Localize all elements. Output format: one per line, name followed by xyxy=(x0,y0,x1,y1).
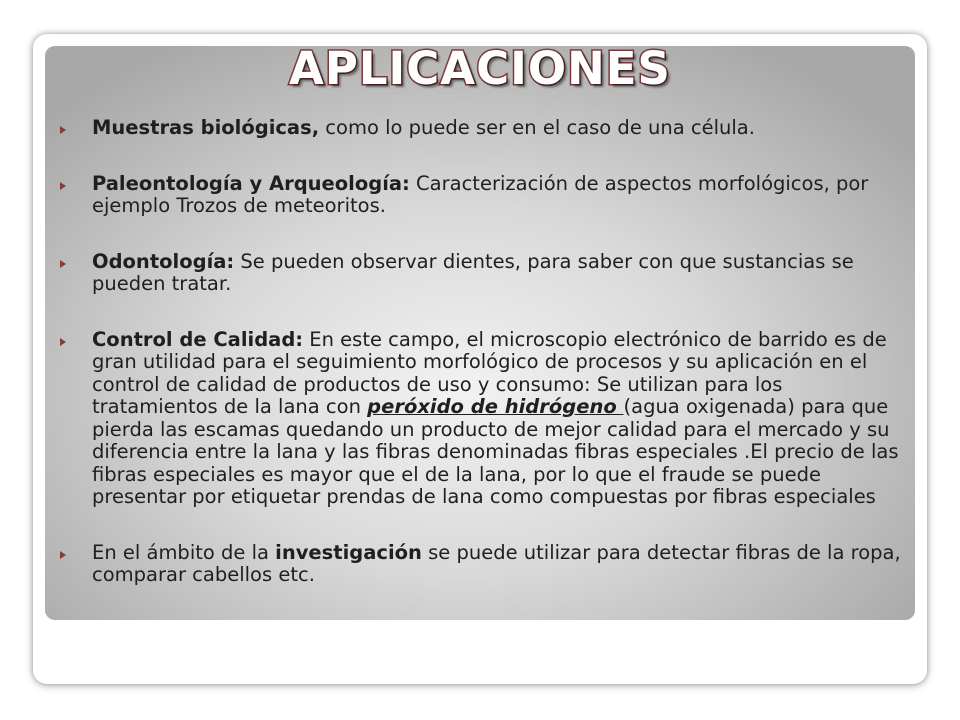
item-text-continued: (agua oxigenada) para que pierda las escamas quedando un producto de mejor calidad para el mercado y su diferencia entre la lana y las fibras denominadas fibras especiales .El precio de las fibras especiales es mayor que el de la lana, por lo que el fraude se puede presentar por etiquetar prendas de lana como compuestas por fibras especiales xyxy=(92,395,899,508)
item-bold-label: Paleontología y Arqueología: xyxy=(92,171,410,195)
item-bold-label: Muestras biológicas, xyxy=(92,116,320,139)
bullet-arrow-icon xyxy=(60,260,66,268)
list-item xyxy=(60,542,905,587)
bullet-arrow-icon xyxy=(60,126,66,134)
item-text: Se pueden observar dientes, para saber con que sustancias se pueden tratar. xyxy=(92,249,854,295)
slide-title: APLICACIONES xyxy=(289,42,671,95)
bullet-arrow-icon xyxy=(60,338,66,346)
item-emphasis: peróxido de hidrógeno xyxy=(367,395,624,418)
item-text: Caracterización de aspectos morfológicos, por ejemplo Trozos de meteoritos. xyxy=(92,171,869,217)
item-bold-label: Odontología: xyxy=(92,249,235,273)
item-text: se puede utilizar para detectar fibras de la ropa, comparar cabellos etc. xyxy=(92,540,901,586)
bullet-arrow-icon xyxy=(60,182,66,190)
item-text: como lo puede ser en el caso de una célula. xyxy=(319,116,755,139)
item-prefix: En el ámbito de la xyxy=(92,540,276,564)
bullet-list xyxy=(60,117,905,587)
item-bold-label: Control de Calidad: xyxy=(92,327,304,351)
bullet-arrow-icon xyxy=(60,551,66,559)
list-item xyxy=(60,117,905,140)
item-text: En este campo, el microscopio electrónico de barrido es de gran utilidad para el seguimiento morfológico de procesos y su aplicación en el control de calidad de productos de uso y consumo: Se utilizan para los tratamientos de la lana con xyxy=(92,327,887,418)
item-bold-label: investigación xyxy=(275,540,422,564)
list-item xyxy=(60,173,905,218)
list-item xyxy=(60,329,905,509)
list-item xyxy=(60,251,905,296)
